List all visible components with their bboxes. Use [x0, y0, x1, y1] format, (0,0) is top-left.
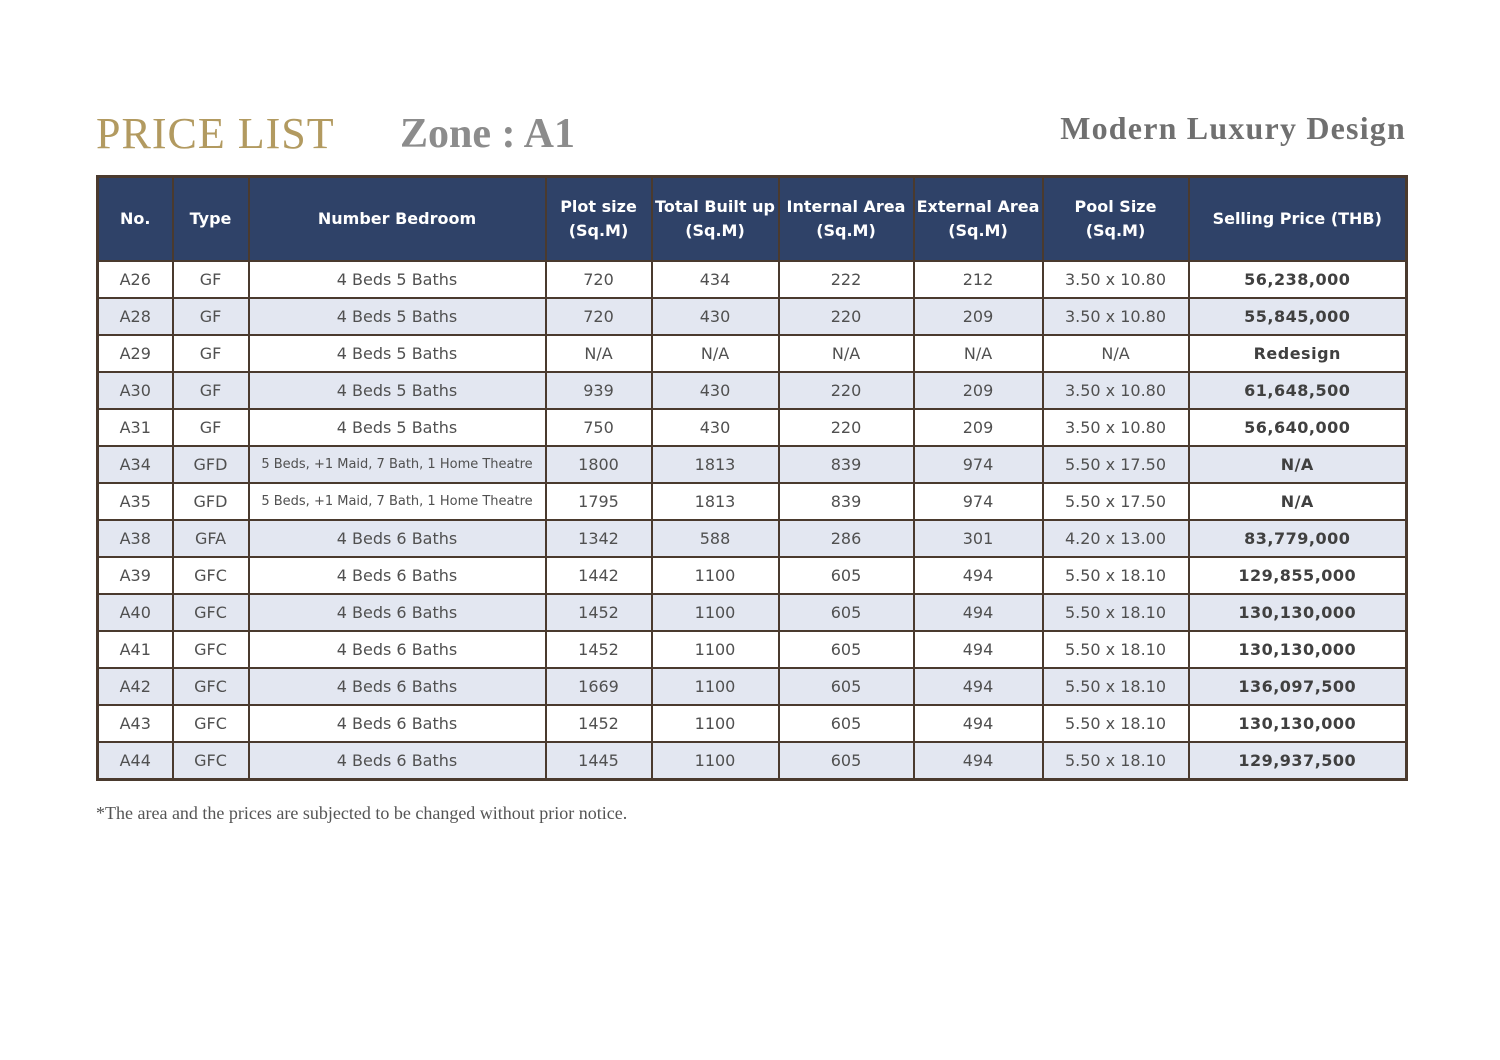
header-pool-size: [1043, 177, 1189, 262]
cell-unit-no: A41: [98, 631, 173, 668]
cell-plot-size: 1452: [546, 705, 652, 742]
cell-bedroom: 4 Beds 6 Baths: [249, 668, 546, 705]
table-row: [98, 298, 1407, 335]
cell-selling-price: 136,097,500: [1189, 668, 1407, 705]
cell-unit-no: A34: [98, 446, 173, 483]
cell-bedroom: 4 Beds 5 Baths: [249, 409, 546, 446]
cell-built-up: 1813: [652, 446, 779, 483]
cell-plot-size: 1800: [546, 446, 652, 483]
cell-pool-size: 5.50 x 18.10: [1043, 631, 1189, 668]
cell-plot-size: 1452: [546, 594, 652, 631]
cell-bedroom: 4 Beds 5 Baths: [249, 261, 546, 298]
cell-selling-price: 130,130,000: [1189, 705, 1407, 742]
header-external-unit: (Sq.M): [948, 221, 1008, 240]
cell-internal-area: 839: [779, 483, 914, 520]
cell-external-area: 209: [914, 409, 1043, 446]
table-row: [98, 742, 1407, 780]
cell-selling-price: N/A: [1189, 483, 1407, 520]
table-row: [98, 594, 1407, 631]
header-plot-unit: (Sq.M): [568, 221, 629, 240]
cell-unit-no: A28: [98, 298, 173, 335]
cell-type: GFC: [173, 594, 249, 631]
cell-external-area: 209: [914, 372, 1043, 409]
cell-pool-size: 3.50 x 10.80: [1043, 409, 1189, 446]
cell-internal-area: 222: [779, 261, 914, 298]
cell-built-up: 1100: [652, 557, 779, 594]
cell-plot-size: 720: [546, 298, 652, 335]
cell-pool-size: N/A: [1043, 335, 1189, 372]
cell-selling-price: Redesign: [1189, 335, 1407, 372]
table-row: [98, 483, 1407, 520]
cell-pool-size: 4.20 x 13.00: [1043, 520, 1189, 557]
header-external-label: External Area: [916, 197, 1040, 216]
cell-selling-price: 130,130,000: [1189, 594, 1407, 631]
cell-selling-price: 83,779,000: [1189, 520, 1407, 557]
cell-bedroom: 4 Beds 6 Baths: [249, 631, 546, 668]
cell-type: GF: [173, 335, 249, 372]
cell-pool-size: 5.50 x 18.10: [1043, 557, 1189, 594]
cell-type: GF: [173, 298, 249, 335]
cell-built-up: 1100: [652, 631, 779, 668]
cell-external-area: 212: [914, 261, 1043, 298]
cell-type: GFC: [173, 742, 249, 780]
cell-unit-no: A39: [98, 557, 173, 594]
cell-selling-price: N/A: [1189, 446, 1407, 483]
header-built-label: Total Built up: [655, 197, 775, 216]
cell-unit-no: A31: [98, 409, 173, 446]
table-row: [98, 335, 1407, 372]
cell-pool-size: 5.50 x 18.10: [1043, 668, 1189, 705]
cell-plot-size: 750: [546, 409, 652, 446]
cell-built-up: N/A: [652, 335, 779, 372]
header-internal-label: Internal Area: [786, 197, 906, 216]
header-internal-area: [779, 177, 914, 262]
header-bedroom: Number Bedroom: [249, 177, 546, 262]
cell-internal-area: 605: [779, 631, 914, 668]
cell-external-area: 494: [914, 742, 1043, 780]
cell-pool-size: 5.50 x 17.50: [1043, 483, 1189, 520]
cell-internal-area: 605: [779, 668, 914, 705]
table-row: [98, 446, 1407, 483]
cell-unit-no: A42: [98, 668, 173, 705]
cell-pool-size: 3.50 x 10.80: [1043, 261, 1189, 298]
cell-built-up: 1100: [652, 668, 779, 705]
header-pool-label: Pool Size: [1074, 197, 1157, 216]
cell-external-area: 301: [914, 520, 1043, 557]
cell-internal-area: 220: [779, 409, 914, 446]
cell-built-up: 430: [652, 409, 779, 446]
table-header-row: [98, 177, 1407, 262]
cell-type: GFD: [173, 483, 249, 520]
cell-pool-size: 5.50 x 18.10: [1043, 594, 1189, 631]
cell-selling-price: 56,640,000: [1189, 409, 1407, 446]
cell-external-area: 974: [914, 483, 1043, 520]
cell-external-area: 494: [914, 631, 1043, 668]
cell-internal-area: 605: [779, 705, 914, 742]
cell-type: GFC: [173, 631, 249, 668]
page-title: PRICE LIST: [96, 109, 335, 158]
cell-internal-area: 605: [779, 742, 914, 780]
table-row: [98, 668, 1407, 705]
header-selling-price: Selling Price (THB): [1189, 177, 1407, 262]
table-row: [98, 557, 1407, 594]
cell-unit-no: A40: [98, 594, 173, 631]
header-plot-label: Plot size: [560, 197, 637, 216]
footnote: *The area and the prices are subjected to be changed without prior notice.: [96, 803, 628, 823]
header-pool-unit: (Sq.M): [1085, 221, 1146, 240]
cell-plot-size: 1342: [546, 520, 652, 557]
cell-plot-size: 939: [546, 372, 652, 409]
cell-selling-price: 61,648,500: [1189, 372, 1407, 409]
cell-built-up: 430: [652, 372, 779, 409]
table-row: [98, 520, 1407, 557]
cell-bedroom: 4 Beds 5 Baths: [249, 298, 546, 335]
cell-unit-no: A43: [98, 705, 173, 742]
cell-built-up: 1813: [652, 483, 779, 520]
header-external-area: [914, 177, 1043, 262]
cell-selling-price: 129,937,500: [1189, 742, 1407, 780]
cell-pool-size: 5.50 x 18.10: [1043, 742, 1189, 780]
header-built-up: [652, 177, 779, 262]
header-built-unit: (Sq.M): [685, 221, 745, 240]
cell-selling-price: 55,845,000: [1189, 298, 1407, 335]
cell-selling-price: 129,855,000: [1189, 557, 1407, 594]
cell-type: GFC: [173, 557, 249, 594]
cell-type: GFA: [173, 520, 249, 557]
table-row: [98, 261, 1407, 298]
cell-bedroom: 4 Beds 5 Baths: [249, 335, 546, 372]
table-row: [98, 705, 1407, 742]
cell-internal-area: 605: [779, 557, 914, 594]
cell-plot-size: 1442: [546, 557, 652, 594]
cell-built-up: 1100: [652, 742, 779, 780]
cell-type: GFD: [173, 446, 249, 483]
cell-bedroom: 4 Beds 5 Baths: [249, 372, 546, 409]
cell-pool-size: 5.50 x 17.50: [1043, 446, 1189, 483]
cell-built-up: 1100: [652, 705, 779, 742]
cell-unit-no: A38: [98, 520, 173, 557]
cell-plot-size: 1795: [546, 483, 652, 520]
header-plot-size: [546, 177, 652, 262]
cell-type: GF: [173, 372, 249, 409]
cell-bedroom: 5 Beds, +1 Maid, 7 Bath, 1 Home Theatre: [249, 446, 546, 483]
cell-external-area: 974: [914, 446, 1043, 483]
price-table: [96, 175, 1408, 781]
cell-external-area: N/A: [914, 335, 1043, 372]
table-row: [98, 372, 1407, 409]
header-no: No.: [98, 177, 173, 262]
zone-label: Zone : A1: [400, 111, 576, 157]
cell-selling-price: 130,130,000: [1189, 631, 1407, 668]
cell-bedroom: 4 Beds 6 Baths: [249, 594, 546, 631]
cell-plot-size: 1445: [546, 742, 652, 780]
cell-internal-area: 220: [779, 372, 914, 409]
cell-plot-size: 1669: [546, 668, 652, 705]
design-subtitle: Modern Luxury Design: [1060, 110, 1406, 146]
cell-type: GFC: [173, 705, 249, 742]
cell-external-area: 494: [914, 594, 1043, 631]
cell-external-area: 494: [914, 557, 1043, 594]
cell-pool-size: 5.50 x 18.10: [1043, 705, 1189, 742]
cell-built-up: 1100: [652, 594, 779, 631]
cell-plot-size: N/A: [546, 335, 652, 372]
cell-bedroom: 4 Beds 6 Baths: [249, 557, 546, 594]
cell-type: GF: [173, 409, 249, 446]
table-row: [98, 409, 1407, 446]
cell-internal-area: 839: [779, 446, 914, 483]
cell-internal-area: 220: [779, 298, 914, 335]
cell-unit-no: A29: [98, 335, 173, 372]
cell-plot-size: 720: [546, 261, 652, 298]
cell-external-area: 209: [914, 298, 1043, 335]
cell-built-up: 434: [652, 261, 779, 298]
cell-selling-price: 56,238,000: [1189, 261, 1407, 298]
cell-built-up: 430: [652, 298, 779, 335]
cell-pool-size: 3.50 x 10.80: [1043, 298, 1189, 335]
cell-external-area: 494: [914, 668, 1043, 705]
cell-bedroom: 4 Beds 6 Baths: [249, 520, 546, 557]
cell-type: GFC: [173, 668, 249, 705]
cell-internal-area: 605: [779, 594, 914, 631]
cell-built-up: 588: [652, 520, 779, 557]
cell-plot-size: 1452: [546, 631, 652, 668]
table-body: [98, 261, 1407, 780]
cell-internal-area: 286: [779, 520, 914, 557]
cell-type: GF: [173, 261, 249, 298]
cell-bedroom: 4 Beds 6 Baths: [249, 742, 546, 780]
cell-internal-area: N/A: [779, 335, 914, 372]
cell-unit-no: A44: [98, 742, 173, 780]
header-internal-unit: (Sq.M): [816, 221, 876, 240]
cell-unit-no: A26: [98, 261, 173, 298]
cell-bedroom: 5 Beds, +1 Maid, 7 Bath, 1 Home Theatre: [249, 483, 546, 520]
cell-unit-no: A35: [98, 483, 173, 520]
cell-bedroom: 4 Beds 6 Baths: [249, 705, 546, 742]
cell-pool-size: 3.50 x 10.80: [1043, 372, 1189, 409]
cell-external-area: 494: [914, 705, 1043, 742]
table-row: [98, 631, 1407, 668]
cell-unit-no: A30: [98, 372, 173, 409]
header-type: Type: [173, 177, 249, 262]
